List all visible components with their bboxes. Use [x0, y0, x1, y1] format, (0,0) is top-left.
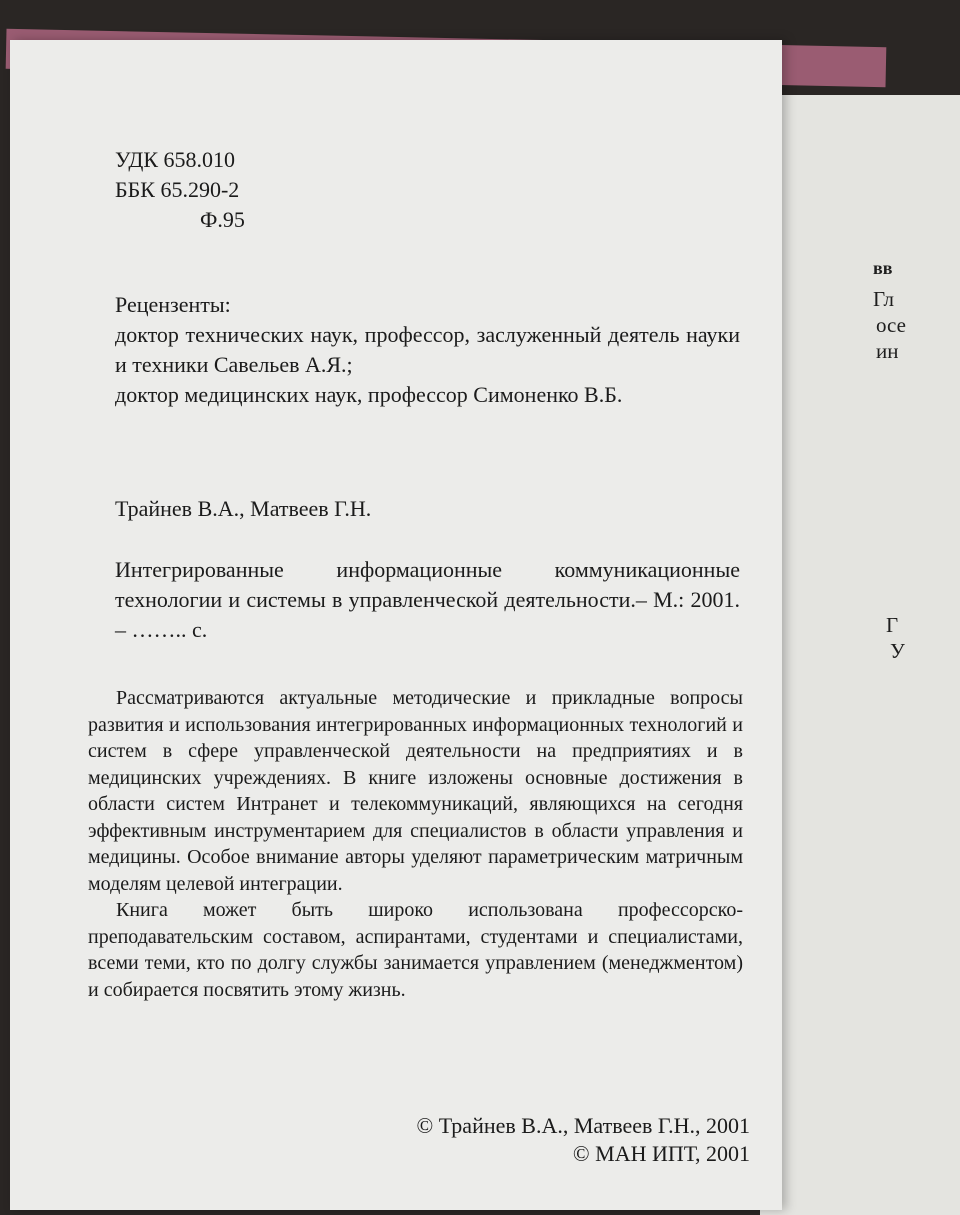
- facing-page-fragment: У: [890, 639, 905, 663]
- copyright-block: [416, 1112, 750, 1168]
- reviewers-heading: Рецензенты:: [115, 292, 231, 317]
- authors-line: Трайнев В.А., Матвеев Г.Н.: [115, 496, 372, 521]
- facing-page-fragment: ин: [876, 339, 899, 363]
- facing-page-fragment: Гл: [873, 287, 895, 311]
- bibliographic-title: Интегрированные информационные коммуникационные технологии и системы в управленческой деятельности.– М.: 2001. – …….. с.: [115, 557, 740, 642]
- bbk-code: ББК 65.290-2: [115, 177, 240, 202]
- facing-page: [760, 95, 960, 1215]
- annotation: [88, 685, 743, 1003]
- facing-page-fragment: осе: [876, 313, 906, 337]
- copyright-publisher: © МАН ИПТ, 2001: [572, 1141, 750, 1166]
- facing-page-fragment: вв: [873, 258, 893, 278]
- udk-code: УДК 658.010: [115, 147, 236, 172]
- annotation-paragraph-1: Рассматриваются актуальные методические и прикладные вопросы развития и использования интегрированных информационных технологий и систем в сфере управленческой деятельности на предприятиях и в медицинских учреждениях. В книге изложены основные достижения в области систем Интранет и телекоммуникаций, являющихся на сегодня эффективным инструментарием для специалистов в области управления и медицины. Особое внимание авторы уделяют параметрическим матричным моделям целевой интеграции.: [88, 687, 743, 895]
- annotation-paragraph-2: Книга может быть широко использована профессорско-преподавательским составом, аспирантами, студентами и специалистами, всеми теми, кто по долгу службы занимается управлением (менеджментом) и собирается посвятить этому жизнь.: [88, 899, 743, 1001]
- facing-page-fragment: Г: [886, 613, 899, 637]
- copyright-authors: © Трайнев В.А., Матвеев Г.Н., 2001: [416, 1113, 750, 1138]
- author-mark: Ф.95: [200, 207, 245, 232]
- reviewer-1: доктор технических наук, профессор, заслуженный деятель науки и техники Савельев А.Я.;: [115, 322, 740, 377]
- reviewer-2: доктор медицинских наук, профессор Симоненко В.Б.: [115, 382, 623, 407]
- classification-codes: [115, 145, 245, 235]
- reviewers-section: [115, 290, 740, 410]
